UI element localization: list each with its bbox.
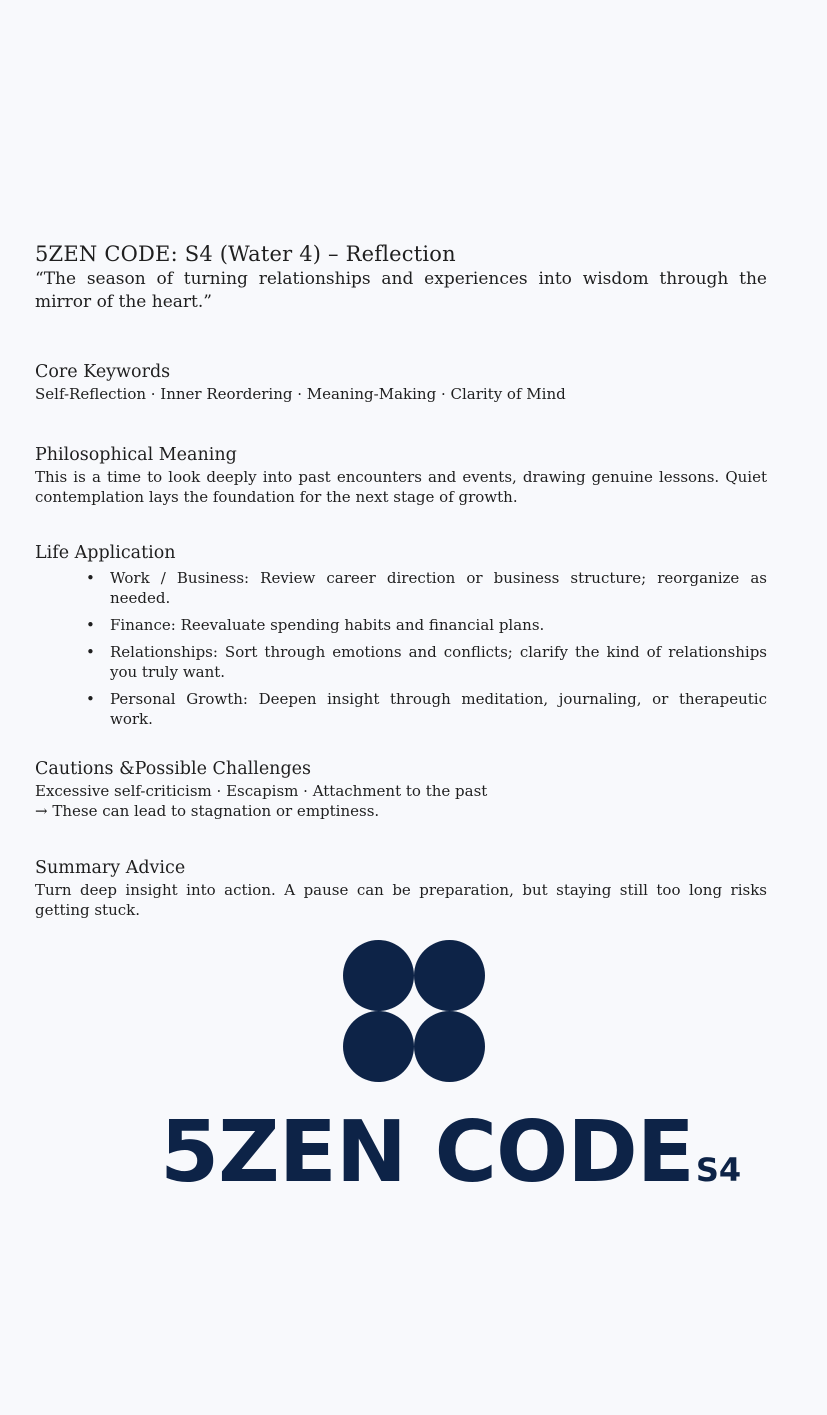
document-content — [35, 240, 767, 920]
list-item — [35, 615, 767, 635]
philosophical-meaning-section — [35, 443, 767, 507]
summary-advice-section — [35, 856, 767, 920]
logo-circle — [414, 1011, 485, 1082]
four-circles-logo-icon — [343, 940, 487, 1084]
list-item-text: Personal Growth: Deepen insight through meditation, journaling, or therapeutic work. — [110, 690, 767, 728]
list-item — [35, 689, 767, 729]
philosophical-meaning-text: This is a time to look deeply into past encounters and events, drawing genuine lessons. Quiet contemplation lays the foundation for the next stage of growth. — [35, 468, 767, 506]
summary-advice-heading: Summary Advice — [35, 858, 186, 878]
cautions-line-2: → These can lead to stagnation or emptiness. — [35, 802, 380, 820]
core-keywords-heading: Core Keywords — [35, 362, 171, 382]
cautions-section — [35, 757, 767, 821]
page-title: 5ZEN CODE: S4 (Water 4) – Reflection — [35, 242, 456, 266]
philosophical-meaning-heading: Philosophical Meaning — [35, 445, 237, 465]
bullet-icon: • — [86, 569, 95, 587]
list-item-text: Finance: Reevaluate spending habits and financial plans. — [110, 616, 545, 634]
list-item — [35, 642, 767, 682]
brand-wordmark — [160, 1105, 741, 1218]
life-application-list — [35, 568, 767, 729]
list-item-text: Relationships: Sort through emotions and conflicts; clarify the kind of relationships you truly want. — [110, 643, 767, 681]
list-item-text: Work / Business: Review career direction or business structure; reorganize as needed. — [110, 569, 767, 607]
bullet-icon: • — [86, 643, 95, 661]
list-item — [35, 568, 767, 608]
bullet-icon: • — [86, 616, 95, 634]
brand-logo — [0, 940, 827, 1200]
logo-circle — [343, 1011, 414, 1082]
bullet-icon: • — [86, 690, 95, 708]
page-subtitle-quote: “The season of turning relationships and experiences into wisdom through the mirror of the heart.” — [35, 269, 767, 312]
core-keywords-section — [35, 360, 767, 404]
life-application-heading: Life Application — [35, 543, 176, 563]
core-keywords-text: Self-Reflection · Inner Reordering · Meaning-Making · Clarity of Mind — [35, 385, 566, 403]
cautions-heading: Cautions &Possible Challenges — [35, 759, 311, 779]
brand-name: 5ZEN CODE — [160, 1103, 694, 1202]
logo-circle — [343, 940, 414, 1011]
life-application-section — [35, 541, 767, 729]
summary-advice-text: Turn deep insight into action. A pause can be preparation, but staying still too long risks getting stuck. — [35, 881, 767, 919]
logo-circle — [414, 940, 485, 1011]
brand-code-suffix: S4 — [695, 1151, 742, 1189]
cautions-line-1: Excessive self-criticism · Escapism · Attachment to the past — [35, 782, 488, 800]
